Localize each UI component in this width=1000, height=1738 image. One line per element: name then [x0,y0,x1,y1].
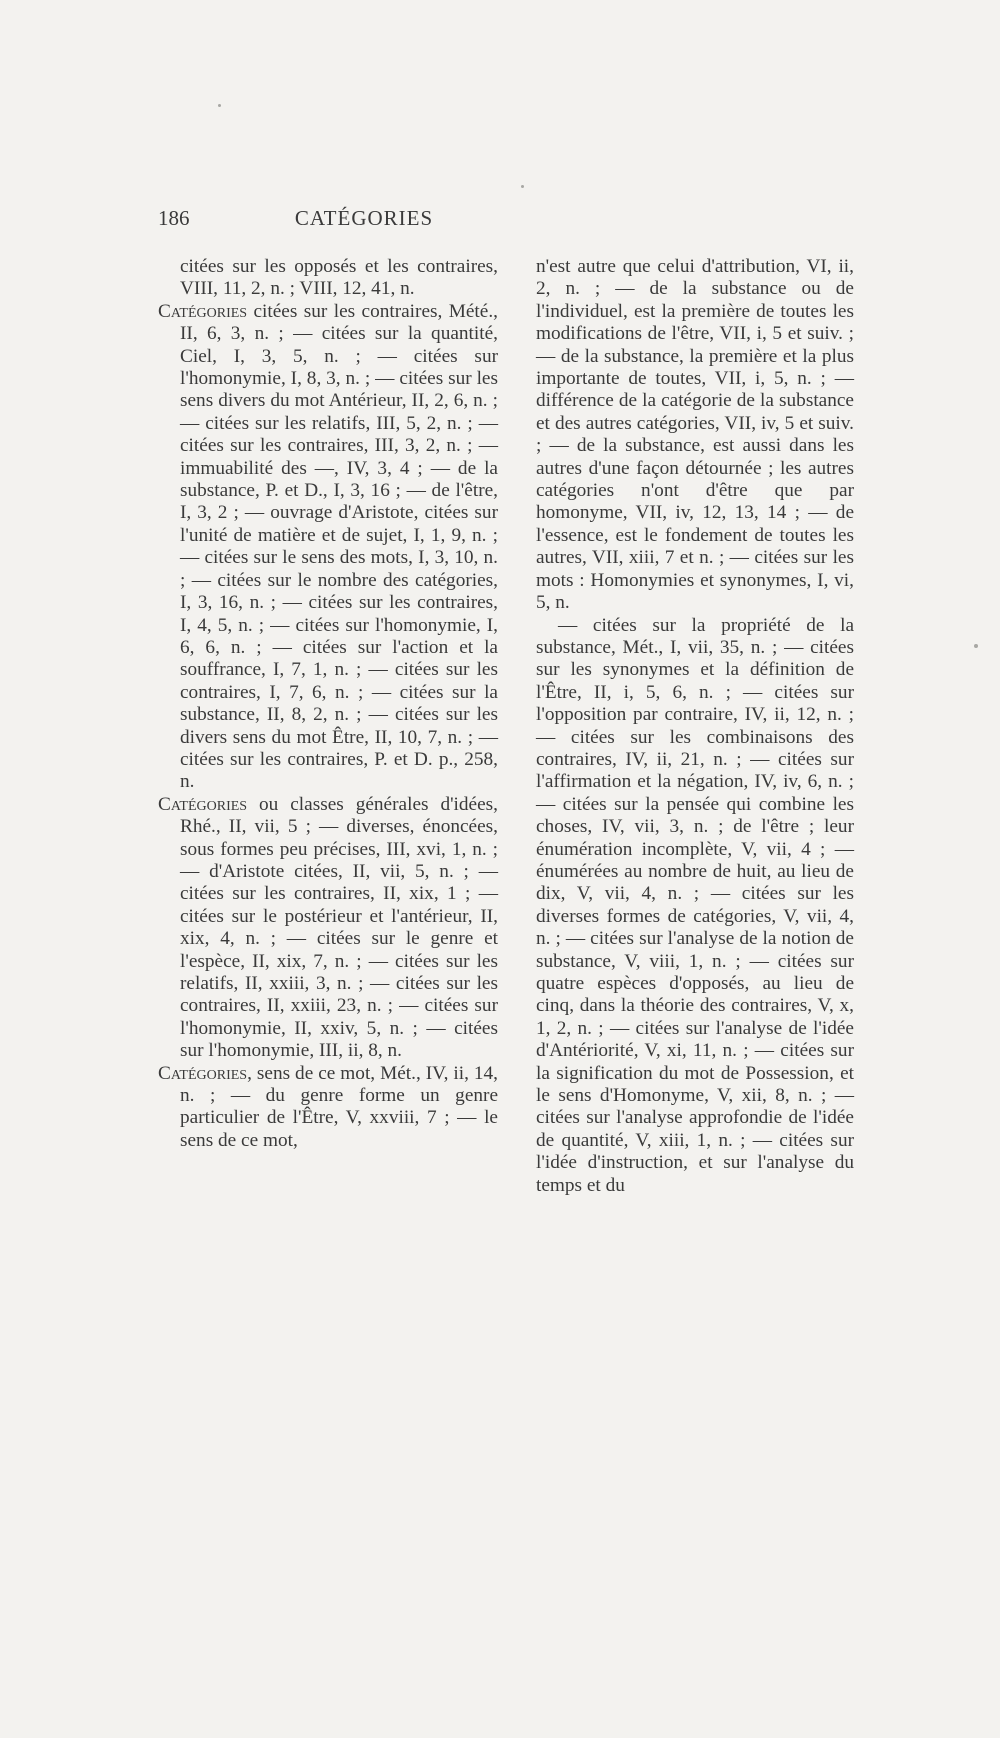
entry-head: Catégories [158,300,248,322]
index-subentry [536,615,854,1198]
entry-text: — citées sur la propriété de la substance, Mét., I, vii, 35, n. ; — citées sur les synonymes et la définition de l'Être, II, i, 5, 6, n. ; — citées sur l'opposition par contraire, IV, ii, 12, n. ; — citées sur les combinaisons des contraires, IV, ii, 21, n. ; — citées sur l'affirmation et la négation, IV, iv, 6, n. ; — citées sur la pensée qui combine les choses, IV, vii, 3, n. ; de l'être ; leur énumération incomplète, V, vii, 4 ; — énumérées au nombre de huit, au lieu de dix, V, vii, 4, n. ; — citées sur les diverses formes de catégories, V, vii, 4, n. ; — citées sur l'analyse de la notion de substance, V, viii, 1, n. ; — citées sur quatre espèces d'opposés, au lieu de cinq, dans la théorie des contraires, V, x, 1, 2, n. ; — citées sur l'analyse de l'idée d'Antériorité, V, xi, 11, n. ; — citées sur la signification du mot de Possession, et le sens d'Homonyme, V, xii, 8, n. ; — citées sur l'analyse approfondie de l'idée de quantité, V, xiii, 1, n. ; — citées sur l'idée d'instruction, et sur l'analyse du temps et du [536,614,854,1196]
paper-speck [974,644,978,648]
index-entry-continuation [158,256,498,301]
index-entry [158,1063,498,1153]
index-entry [158,794,498,1063]
entry-text: citées sur les contraires, Mété., II, 6, 3, n. ; — citées sur la quantité, Ciel, I, 3, 5, n. ; — citées sur l'homonymie, I, 8, 3, n. ; — citées sur les sens divers du mot Antérieur, II, 2, 6, n. ; — citées sur les relatifs, III, 5, 2, n. ; — citées sur les contraires, III, 3, 2, n. ; — immuabilité des —, IV, 3, 4 ; — de la substance, P. et D., I, 3, 16 ; — de l'être, I, 3, 2 ; — ouvrage d'Aristote, citées sur l'unité de matière et de sujet, I, 1, 9, n. ; — citées sur le sens des mots, I, 3, 10, n. ; — citées sur le nombre des catégories, I, 3, 16, n. ; — citées sur les contraires, I, 4, 5, n. ; — citées sur l'homonymie, I, 6, 6, n. ; — citées sur l'action et la souffrance, I, 7, 1, n. ; — citées sur les contraires, I, 7, 6, n. ; — citées sur la substance, II, 8, 2, n. ; — citées sur les divers sens du mot Être, II, 10, 7, n. ; — citées sur les contraires, P. et D. p., 258, n. [180,300,498,793]
entry-text: , sens de ce mot, Mét., IV, ii, 14, n. ; — du genre forme un genre particulier de l'Être, V, xxviii, 7 ; — le sens de ce mot, [180,1062,498,1151]
entry-head: Catégories [158,793,248,815]
entry-text: n'est autre que celui d'attribution, VI, ii, 2, n. ; — de la substance ou de l'individuel, est la première de toutes les modifications de l'être, VII, i, 5 et suiv. ; — de la substance, la première et la plus importante de toutes, VII, i, 5, n. ; — différence de la catégorie de la substance et des autres catégories, VII, iv, 5 et suiv. ; — de la substance, est aussi dans les autres d'une façon détournée ; les autres catégories n'ont d'être que par homonyme, VII, iv, 12, 13, 14 ; — de l'essence, est le fondement de toutes les autres, VII, xiii, 7 et n. ; — citées sur les mots : Homonymies et synonymes, I, vi, 5, n. [536,256,854,614]
index-entry-continuation [536,256,854,615]
paper-speck [521,185,524,188]
entry-text: ou classes générales d'idées, Rhé., II, vii, 5 ; — diverses, énoncées, sous formes peu précises, III, xvi, 1, n. ; — d'Aristote citées, II, vii, 5, n. ; — citées sur les contraires, II, xix, 1 ; — citées sur le postérieur et l'antérieur, II, xix, 4, n. ; — citées sur le genre et l'espèce, II, xix, 7, n. ; — citées sur les relatifs, II, xxiii, 3, n. ; — citées sur les contraires, II, xxiii, 23, n. ; — citées sur l'homonymie, II, xxiv, 5, n. ; — citées sur l'homonymie, III, ii, 8, n. [180,793,498,1062]
right-column [536,256,854,1197]
running-title: CATÉGORIES [294,206,434,230]
left-column [158,256,498,1152]
page-number: 186 [158,206,190,230]
page-header [158,206,570,236]
entry-text: citées sur les opposés et les contraires, VIII, 11, 2, n. ; VIII, 12, 41, n. [180,256,498,300]
index-entry [158,301,498,794]
paper-speck [218,104,221,107]
entry-head: Catégories [158,1062,248,1084]
